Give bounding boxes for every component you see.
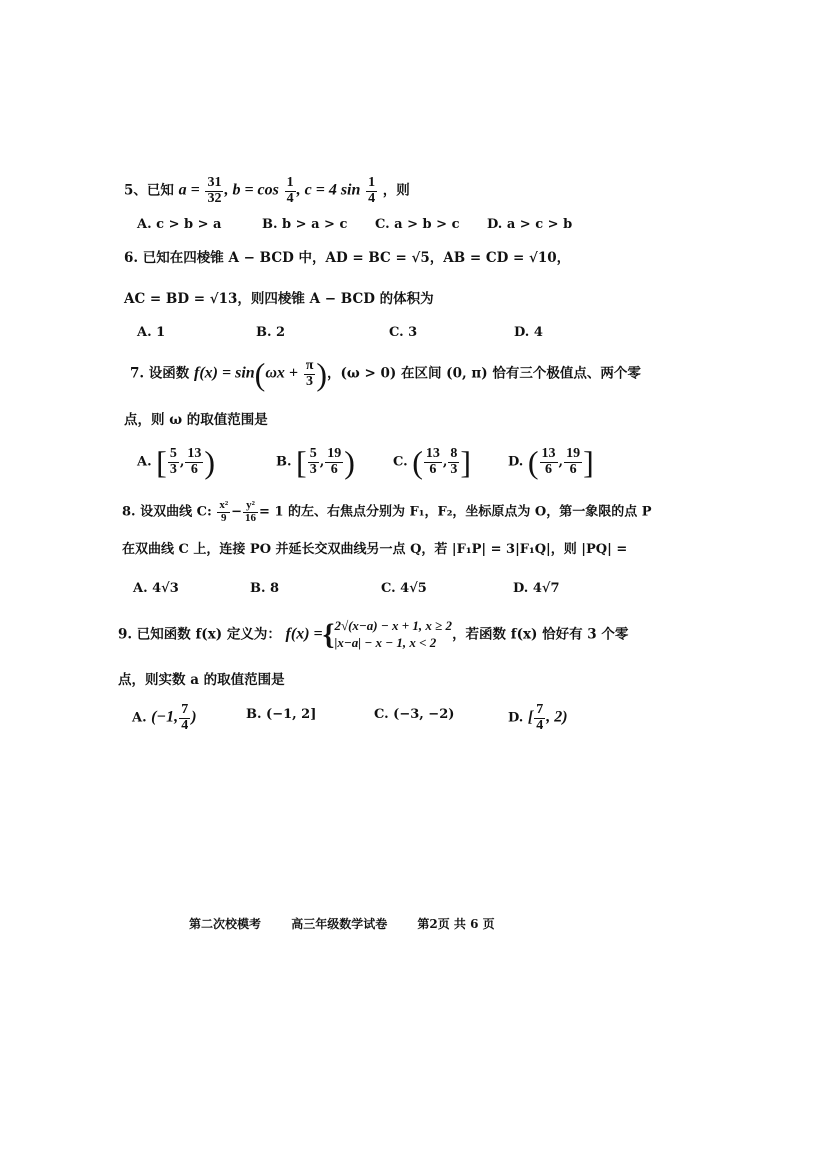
q5-option-d: D. a > c > b <box>487 217 573 232</box>
q7-option-d: D. ( $\frac{13}{6}$ , $\frac{19}{6}$ ] <box>508 444 594 480</box>
q8-option-c: C. 4√5 <box>381 581 427 596</box>
q8-stem-line1: 8. 设双曲线 C: $\frac{\text{x²}}{9}$ − $\frac{\text{y²}}{16}$ = 1 的左、右焦点分别为 F₁，F₂，坐标原点为 O，第一象限的点 P <box>122 499 652 524</box>
fraction-31-32: $\frac{31}{32}$ <box>207 175 222 206</box>
q6-option-a: A. 1 <box>137 325 166 340</box>
piecewise-cases: 2√(x−a) − x + 1, x ≥ 2 |x−a| − x − 1, x < 2 <box>334 618 453 650</box>
q9-option-a: A. (−1, $\frac{7}{4}$ ) <box>132 702 197 733</box>
q7-option-b: B. [ $\frac{5}{3}$ , $\frac{19}{6}$ ) <box>276 444 355 480</box>
q7-option-c: C. ( $\frac{13}{6}$ , $\frac{8}{3}$ ] <box>393 444 472 480</box>
footer-course: 高三年级数学试卷 <box>291 917 388 931</box>
q5-option-c: C. a > b > c <box>375 217 460 232</box>
fraction-1-4-b: $\frac{1}{4}$ <box>368 175 376 206</box>
q6-stem-line1: 6. 已知在四棱锥 A − BCD 中，AD = BC = √5，AB = CD = √10， <box>124 250 571 266</box>
fraction-1-4: $\frac{1}{4}$ <box>286 175 294 206</box>
page-footer <box>189 918 521 930</box>
q7-stem-line2: 点，则 ω 的取值范围是 <box>124 412 268 428</box>
brace-icon: { <box>322 617 335 651</box>
q9-option-b: B. (−1, 2] <box>246 707 317 722</box>
q5-option-a: A. c > b > a <box>137 217 222 232</box>
q8-stem-line2: 在双曲线 C 上，连接 PO 并延长交双曲线另一点 Q，若 |F₁P| = 3|F₁Q|，则 |PQ| = <box>122 542 628 557</box>
q7-stem-line1: 7. 设函数 f(x) = sin(ωx + $\frac{\pi}{3}$ )，(ω > 0) 在区间 (0, π) 恰有三个极值点、两个零 <box>130 356 641 392</box>
q8-option-b: B. 8 <box>250 581 280 596</box>
q9-option-d: D. [ $\frac{7}{4}$ , 2) <box>508 702 568 733</box>
fraction-x2-9: $\frac{\text{x²}}{9}$ <box>219 499 229 524</box>
fraction-pi-3: $\frac{\pi}{3}$ <box>305 357 314 389</box>
q6-option-d: D. 4 <box>514 325 543 340</box>
q7-option-a: A. [ $\frac{5}{3}$ , $\frac{13}{6}$ ) <box>137 444 215 480</box>
q9-stem-line2: 点，则实数 a 的取值范围是 <box>118 672 285 688</box>
fraction-y2-16: $\frac{\text{y²}}{16}$ <box>245 499 257 524</box>
q5-option-b: B. b > a > c <box>262 217 348 232</box>
q8-option-d: D. 4√7 <box>513 581 560 596</box>
q9-stem-line1: 9. 已知函数 f(x) 定义为： f(x) ={ 2√(x−a) − x + 1, x ≥ 2 |x−a| − x − 1, x < 2 ，若函数 f(x) 恰好有 3 个零 <box>118 617 629 651</box>
q9-option-c: C. (−3, −2) <box>374 707 455 722</box>
q6-option-c: C. 3 <box>389 325 418 340</box>
q6-stem-line2: AC = BD = √13，则四棱锥 A − BCD 的体积为 <box>124 291 434 307</box>
q6-option-b: B. 2 <box>256 325 286 340</box>
footer-exam: 第二次校模考 <box>189 917 262 931</box>
q8-option-a: A. 4√3 <box>133 581 179 596</box>
q5-stem: 5、已知 a = $\frac{31}{32}$ , b = cos $\frac{1}{4}$ , c = 4 sin $\frac{1}{4}$ ，则 <box>124 175 410 206</box>
footer-page: 第2页 共 6 页 <box>417 917 495 931</box>
